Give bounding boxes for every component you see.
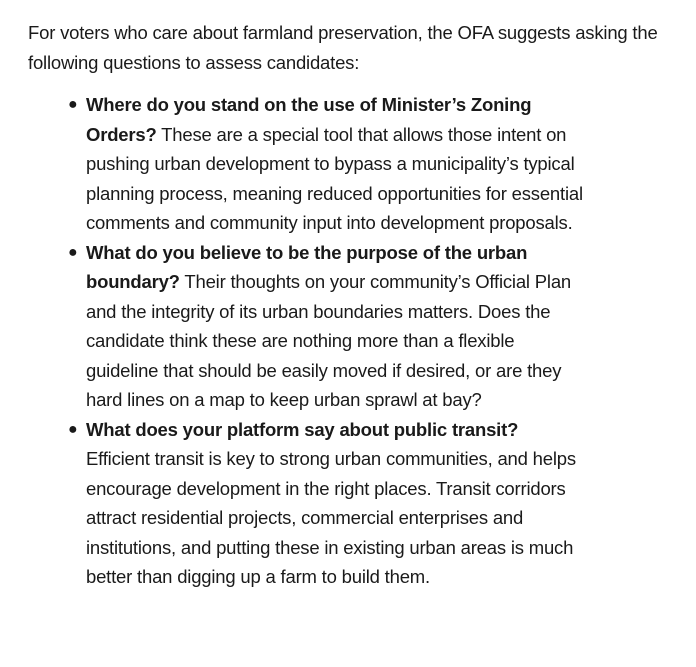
list-item: [68, 238, 586, 415]
article-body: [28, 18, 668, 77]
bullet-icon: ●: [68, 243, 78, 261]
question-text: Where do you stand on the use of Minister’s Zoning Orders?: [86, 94, 532, 145]
list-item: [68, 415, 586, 592]
question-explanation: These are a special tool that allows those intent on pushing urban development to bypass a municipality’s typical planning process, meaning reduced opportunities for essential comments and community input into development proposals.: [86, 123, 583, 233]
intro-paragraph: For voters who care about farmland preservation, the OFA suggests asking the following questions to assess candidates:: [28, 22, 658, 73]
list-item: [68, 90, 586, 238]
question-text: What do you believe to be the purpose of the urban boundary?: [86, 241, 528, 292]
question-explanation: Efficient transit is key to strong urban communities, and helps encourage development in the right places. Transit corridors attract residential projects, commercial enterprises and institutions, and putting these in existing urban areas is much better than digging up a farm to build them.: [86, 448, 576, 587]
bullet-icon: ●: [68, 96, 78, 113]
question-text: What does your platform say about public transit?: [86, 418, 519, 440]
bullet-icon: ●: [68, 420, 78, 438]
candidate-questions-list: [68, 90, 586, 592]
question-explanation: Their thoughts on your community’s Official Plan and the integrity of its urban boundaries matters. Does the candidate think these are nothing more than a flexible guideline that should be easily moved if desired, or are they hard lines on a map to keep urban sprawl at bay?: [86, 271, 572, 410]
